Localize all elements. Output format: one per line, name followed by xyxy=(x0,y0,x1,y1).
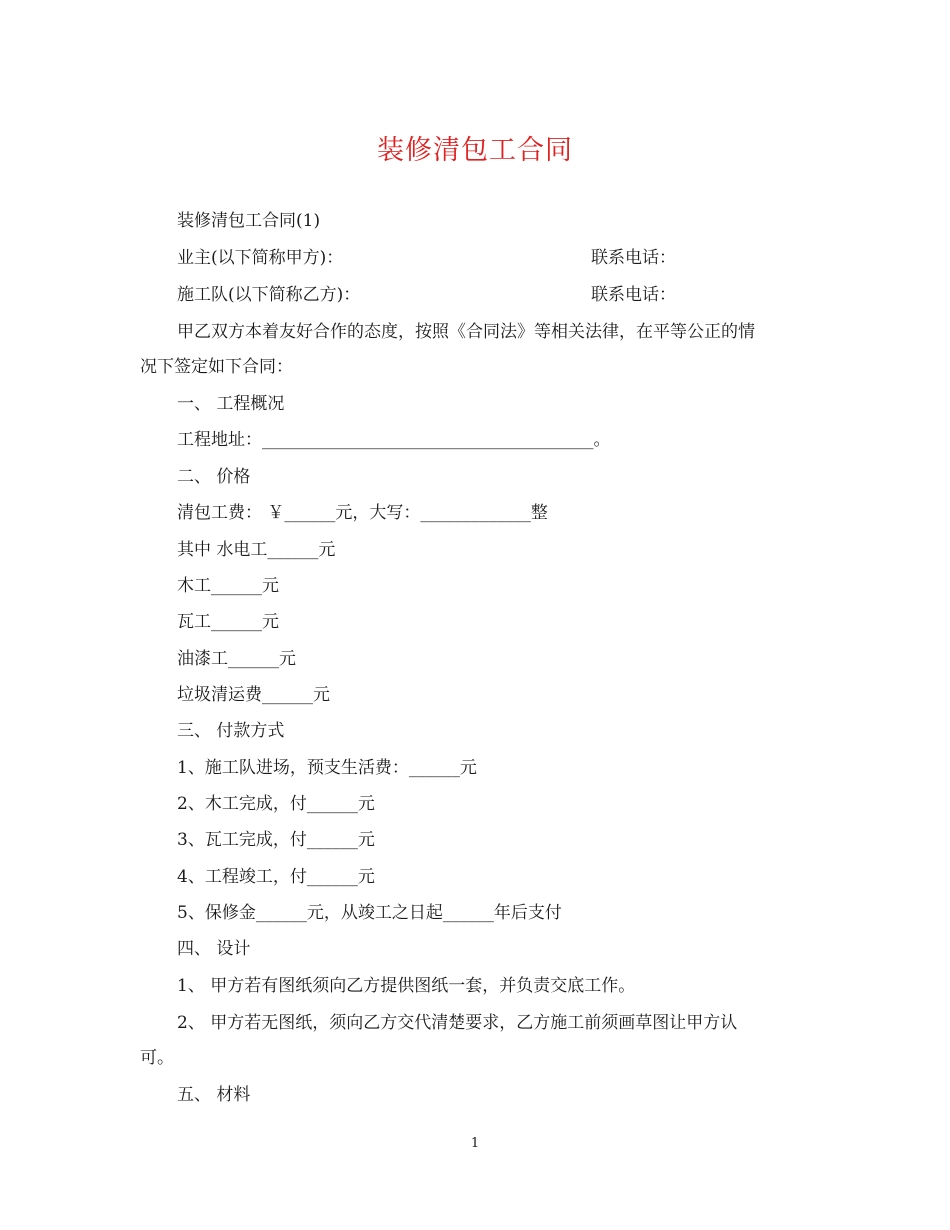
team-label: 施工队(以下简称乙方)： xyxy=(177,285,361,305)
payment-item: 4、工程竣工，付______元 xyxy=(177,867,375,887)
painting-fee: 油漆工______元 xyxy=(177,649,296,669)
design-item-line1: 2、 甲方若无图纸，须向乙方交代清楚要求，乙方施工前须画草图让甲方认 xyxy=(177,1013,738,1033)
tiling-fee: 瓦工______元 xyxy=(177,612,279,632)
intro-paragraph-line2: 况下签定如下合同： xyxy=(140,357,293,377)
water-electric-fee: 其中 水电工______元 xyxy=(177,540,336,560)
section-heading-payment: 三、 付款方式 xyxy=(177,721,285,741)
payment-item: 3、瓦工完成，付______元 xyxy=(177,830,375,850)
payment-item: 2、木工完成，付______元 xyxy=(177,794,375,814)
design-item-line2: 可。 xyxy=(140,1048,174,1068)
design-item: 1、 甲方若有图纸须向乙方提供图纸一套，并负责交底工作。 xyxy=(177,976,636,996)
intro-paragraph-line1: 甲乙双方本着友好合作的态度，按照《合同法》等相关法律，在平等公正的情 xyxy=(177,322,755,342)
garbage-fee: 垃圾清运费______元 xyxy=(177,685,330,705)
team-phone-label: 联系电话： xyxy=(591,285,676,305)
labor-fee: 清包工费： ￥______元，大写：_____________整 xyxy=(177,503,548,523)
contract-subtitle: 装修清包工合同(1) xyxy=(177,211,321,231)
section-heading-materials: 五、 材料 xyxy=(177,1085,251,1105)
payment-item: 5、保修金______元，从竣工之日起______年后支付 xyxy=(177,903,562,923)
section-heading-price: 二、 价格 xyxy=(177,467,251,487)
page-title: 装修清包工合同 xyxy=(377,135,573,166)
section-heading-design: 四、 设计 xyxy=(177,939,251,959)
payment-item: 1、施工队进场，预支生活费：______元 xyxy=(177,758,477,778)
owner-phone-label: 联系电话： xyxy=(591,248,676,268)
page-number: 1 xyxy=(470,1136,480,1151)
project-address: 工程地址：_______________________________________。 xyxy=(177,430,611,450)
carpentry-fee: 木工______元 xyxy=(177,576,279,596)
owner-label: 业主(以下简称甲方)： xyxy=(177,248,344,268)
section-heading-project: 一、 工程概况 xyxy=(177,394,285,414)
